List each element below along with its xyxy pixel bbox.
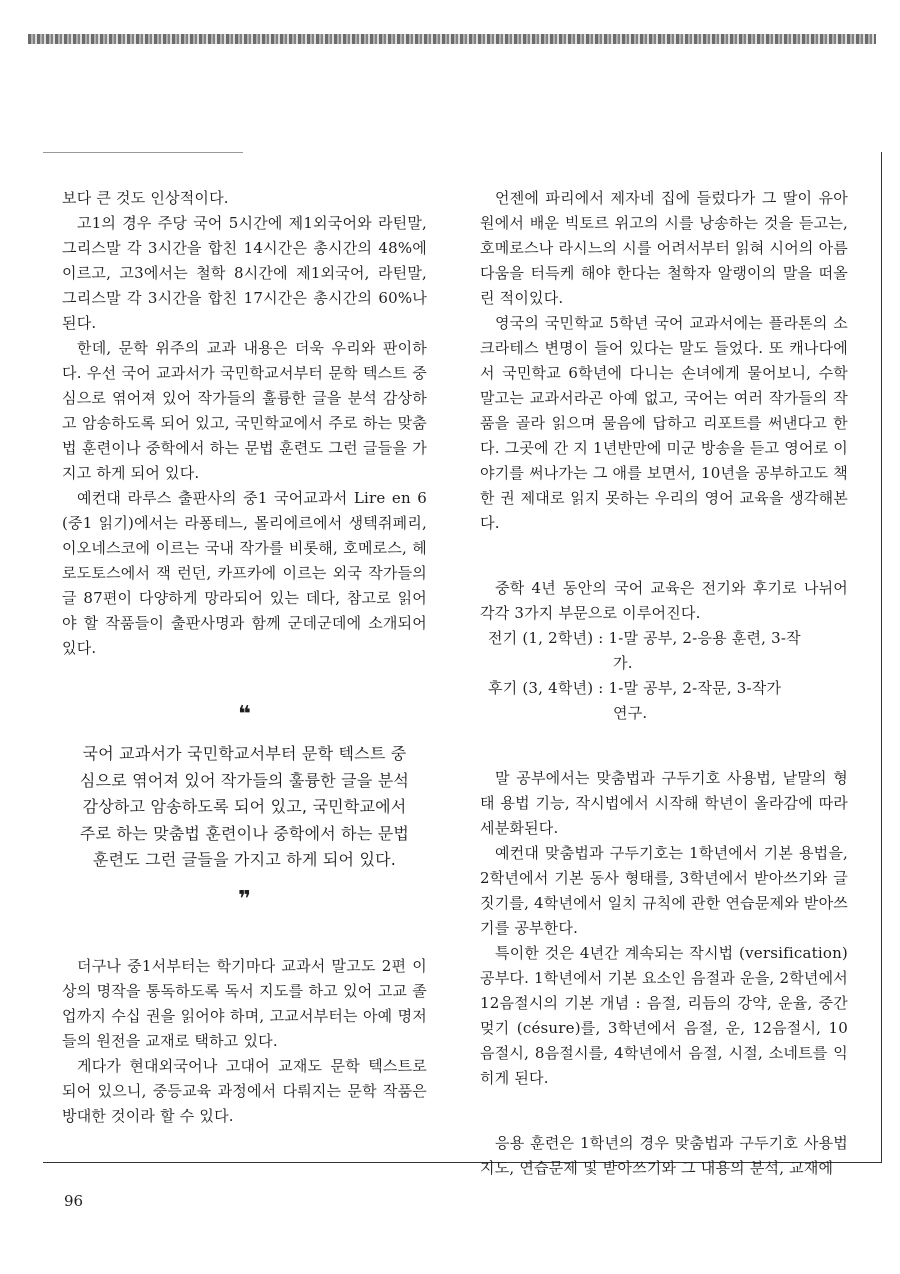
schedule-list xyxy=(480,626,848,726)
left-paragraph-1: 보다 큰 것도 인상적이다. xyxy=(62,189,229,207)
right-paragraph-6: 특이한 것은 4년간 계속되는 작시법 (versification) 공부다. 1학년에서 기본 요소인 음절과 운을, 2학년에서 12음절시의 기본 개념 : 음절, 리듬의 강약, 운율, 중간 멎기 (césure)를, 3학년에서 음절, 운, 12음절시, 10음절시, 8음절시를, 4학년에서 음절, 시절, 소네트를 익히게 된다. xyxy=(480,944,848,1087)
pull-quote: 국어 교과서가 국민학교서부터 문학 텍스트 중심으로 엮어져 있어 작가들의 훌륭한 글을 분석 감상하고 암송하도록 되어 있고, 국민학교에서 주로 하는 맞춤법 훈련이나 중학에서 하는 문법 훈련도 그런 글들을 가지고 하게 되어 있다. xyxy=(79,744,410,869)
close-quote-mark: ❞ xyxy=(237,886,252,912)
left-paragraph-3: 한데, 문학 위주의 교과 내용은 더욱 우리와 판이하다. 우선 국어 교과서가 국민학교서부터 문학 텍스트 중심으로 엮어져 있어 작가들의 훌륭한 글을 분석 감상하고 암송하도록 되어 있고, 국민학교에서 주로 하는 맞춤법 훈련이나 중학에서 하는 문법 훈련도 그런 글들을 가지고 하게 되어 있다. xyxy=(62,339,427,482)
right-column xyxy=(480,186,848,1181)
schedule-early-tail: 가. xyxy=(613,654,633,672)
left-column xyxy=(62,186,427,1129)
scan-header-strip xyxy=(28,34,876,44)
schedule-late-head: 후기 (3, 4학년) : 1-말 공부, 2-작문, 3-작가 xyxy=(488,679,782,697)
right-paragraph-3: 중학 4년 동안의 국어 교육은 전기와 후기로 나뉘어 각각 3가지 부문으로 이루어진다. xyxy=(480,579,848,622)
left-paragraph-6: 게다가 현대외국어나 고대어 교재도 문학 텍스트로 되어 있으니, 중등교육 과정에서 다뤄지는 문학 작품은 방대한 것이라 할 수 있다. xyxy=(62,1056,427,1125)
right-paragraph-7: 응용 훈련은 1학년의 경우 맞춤법과 구두기호 사용법 지도, 연습문제 및 받아쓰기와 그 내용의 분석, 교재에 xyxy=(480,1134,848,1177)
page-number: 96 xyxy=(64,1192,84,1210)
schedule-early-head: 전기 (1, 2학년) : 1-말 공부, 2-응용 훈련, 3-작 xyxy=(488,629,801,647)
right-paragraph-5: 예컨대 맞춤법과 구두기호는 1학년에서 기본 용법을, 2학년에서 기본 동사 형태를, 3학년에서 받아쓰기와 글짓기를, 4학년에서 일치 규칙에 관한 연습문제와 받아쓰기를 공부한다. xyxy=(480,844,848,937)
left-paragraph-5: 더구나 중1서부터는 학기마다 교과서 말고도 2편 이상의 명작을 통독하도록 독서 지도를 하고 있어 고교 졸업까지 수십 권을 읽어야 하며, 고교서부터는 아예 명저들의 원전을 교재로 택하고 있다. xyxy=(62,956,427,1050)
left-paragraph-2: 고1의 경우 주당 국어 5시간에 제1외국어와 라틴말, 그리스말 각 3시간을 합친 14시간은 총시간의 48%에 이르고, 고3에서는 철학 8시간에 제1외국어, 라틴말, 그리스말 각 3시간을 합친 17시간은 총시간의 60%나 된다. xyxy=(62,214,427,332)
right-paragraph-2: 영국의 국민학교 5학년 국어 교과서에는 플라톤의 소크라테스 변명이 들어 있다는 말도 들었다. 또 캐나다에서 국민학교 6학년에 다니는 손녀에게 물어보니, 수학 말고는 교과서라곤 아예 없고, 국어는 여러 작가들의 작품을 골라 읽으며 물음에 답하고 리포트를 써낸다고 한다. 그곳에 간 지 1년반만에 미군 방송을 듣고 영어로 이야기를 써나가는 그 애를 보면서, 10년을 공부하고도 책 한 권 제대로 읽지 못하는 우리의 영어 교육을 생각해본다. xyxy=(480,314,848,532)
left-paragraph-4: 예컨대 라루스 출판사의 중1 국어교과서 Lire en 6 (중1 읽기)에서는 라퐁테느, 몰리에르에서 생텍쥐페리, 이오네스코에 이르는 국내 작가를 비롯해, 호메로스, 헤로도토스에서 잭 런던, 카프카에 이르는 외국 작가들의 글 87편이 다양하게 망라되어 있는 데다, 참고로 읽어야 할 작품들이 출판사명과 함께 군데군데에 소개되어 있다. xyxy=(62,489,427,657)
open-quote-mark: ❝ xyxy=(237,702,252,727)
schedule-late-tail: 연구. xyxy=(613,704,648,722)
right-paragraph-4: 말 공부에서는 맞춤법과 구두기호 사용법, 낱말의 형태 용법 기능, 작시법에서 시작해 학년이 올라감에 따라 세분화된다. xyxy=(480,769,848,837)
right-paragraph-1: 언젠에 파리에서 제자네 집에 들렀다가 그 딸이 유아원에서 배운 빅토르 위고의 시를 낭송하는 것을 듣고는, 호메로스나 라시느의 시를 어려서부터 읽혀 시어의 아름다움을 터득케 해야 한다는 철학자 알랭이의 말을 떠올린 적이있다. xyxy=(480,189,848,307)
